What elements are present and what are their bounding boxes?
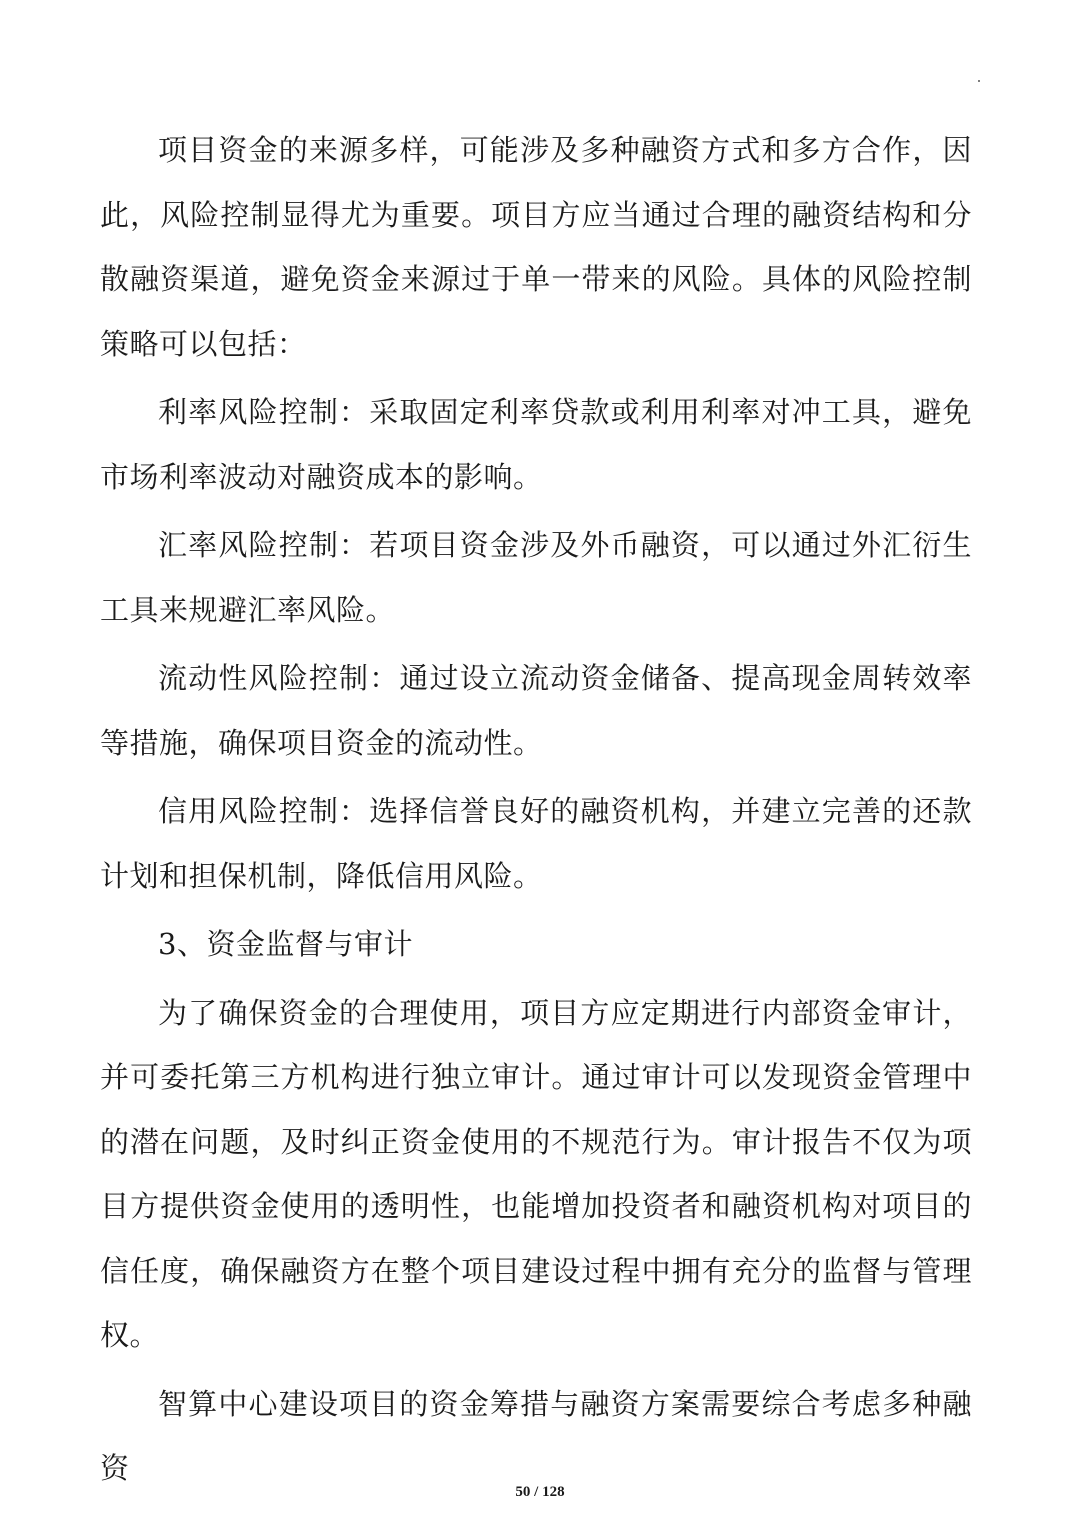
page-number: 50 / 128: [515, 1484, 565, 1500]
paragraph-financing-summary: 智算中心建设项目的资金筹措与融资方案需要综合考虑多种融资: [100, 1386, 972, 1485]
section-heading: 3、资金监督与审计: [158, 927, 413, 961]
paragraph-exchange-rate-risk: 汇率风险控制：若项目资金涉及外币融资，可以通过外汇衍生工具来规避汇率风险。: [100, 528, 972, 627]
paragraph-liquidity-risk: 流动性风险控制：通过设立流动资金储备、提高现金周转效率等措施，确保项目资金的流动性。: [100, 661, 972, 760]
paragraph-risk-control-intro: 项目资金的来源多样，可能涉及多种融资方式和多方合作，因此，风险控制显得尤为重要。项目方应当通过合理的融资结构和分散融资渠道，避免资金来源过于单一带来的风险。具体的风险控制策略可以包括：: [100, 133, 972, 361]
corner-mark: [978, 80, 980, 82]
paragraph-audit: 为了确保资金的合理使用，项目方应定期进行内部资金审计，并可委托第三方机构进行独立审计。通过审计可以发现资金管理中的潜在问题，及时纠正资金使用的不规范行为。审计报告不仅为项目方提供资金使用的透明性，也能增加投资者和融资机构对项目的信任度，确保融资方在整个项目建设过程中拥有充分的监督与管理权。: [100, 995, 972, 1352]
paragraph-credit-risk: 信用风险控制：选择信誉良好的融资机构，并建立完善的还款计划和担保机制，降低信用风险。: [100, 794, 972, 893]
page-body: [100, 118, 972, 1505]
paragraph-interest-rate-risk: 利率风险控制：采取固定利率贷款或利用利率对冲工具，避免市场利率波动对融资成本的影响。: [100, 395, 972, 494]
